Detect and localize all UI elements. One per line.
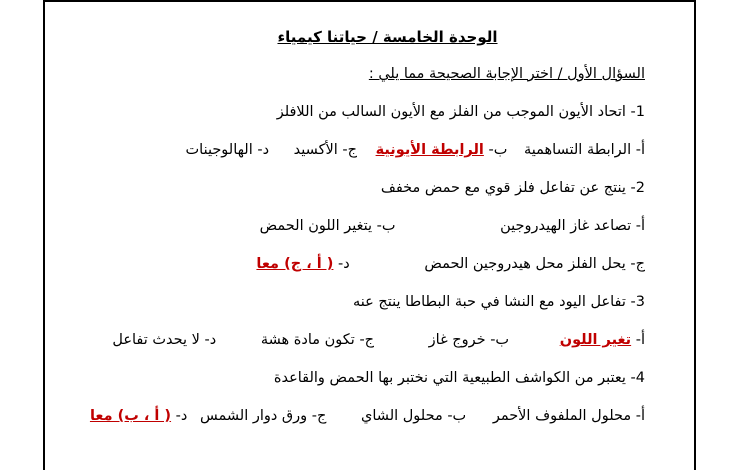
q1-option-b <box>376 138 508 162</box>
q2-option-a: أ- تصاعد غاز الهيدروجين <box>500 218 645 234</box>
q4-option-a: أ- محلول الملفوف الأحمر <box>492 408 645 424</box>
question-4-options <box>70 404 645 428</box>
question-2-options-row1 <box>70 214 645 238</box>
question-1-text: 1- اتحاد الأيون الموجب من الفلز مع الأيون السالب من اللافلز <box>276 104 645 120</box>
question-3-options <box>70 328 645 352</box>
unit-title: الوحدة الخامسة / حياتنا كيمياء <box>277 28 498 46</box>
q3-option-a-answer: تغير اللون <box>559 332 632 348</box>
page-border-top <box>43 0 696 7</box>
q1-option-c: ج- الأكسيد <box>293 142 357 158</box>
page-border-left <box>43 0 45 470</box>
q1-option-d: د- الهالوجينات <box>185 142 270 158</box>
question-1-options <box>70 138 645 162</box>
q3-option-d: د- لا يحدث تفاعل <box>112 332 217 348</box>
q2-option-c: ج- يحل الفلز محل هيدروجين الحمض <box>424 256 645 272</box>
question-2-options-row2 <box>70 252 645 276</box>
q3-option-c: ج- تكون مادة هشة <box>260 332 375 348</box>
q3-option-a-prefix: أ- <box>631 332 645 348</box>
q2-option-b: ب- يتغير اللون الحمض <box>259 218 396 234</box>
q4-option-d <box>90 404 187 428</box>
q4-option-d-prefix: د- <box>171 408 188 424</box>
question-4-text: 4- يعتبر من الكواشف الطبيعية التي نختبر بها الحمض والقاعدة <box>273 370 645 386</box>
q2-option-d-answer: ( أ ، ج) معا <box>256 256 334 272</box>
q3-option-a <box>560 328 645 352</box>
q4-option-b: ب- محلول الشاي <box>361 408 467 424</box>
document-body <box>70 28 645 442</box>
q1-option-b-answer: الرابطة الأيونية <box>375 142 484 158</box>
q4-option-c: ج- ورق دوار الشمس <box>199 408 327 424</box>
q1-option-a: أ- الرابطة التساهمية <box>523 142 645 158</box>
page-border-right <box>694 0 696 470</box>
q2-option-d <box>256 252 349 276</box>
q4-option-d-answer: ( أ ، ب) معا <box>89 408 172 424</box>
question-2-text: 2- ينتج عن تفاعل فلز قوي مع حمض مخفف <box>380 180 645 196</box>
q3-option-b: ب- خروج غاز <box>428 332 510 348</box>
question-header: السؤال الأول / اختر الإجابة الصحيحة مما يلي : <box>368 66 645 82</box>
question-3-text: 3- تفاعل اليود مع النشا في حبة البطاطا ينتج عنه <box>353 294 645 310</box>
q1-option-b-prefix: ب- <box>483 142 508 158</box>
q2-option-d-prefix: د- <box>333 256 350 272</box>
